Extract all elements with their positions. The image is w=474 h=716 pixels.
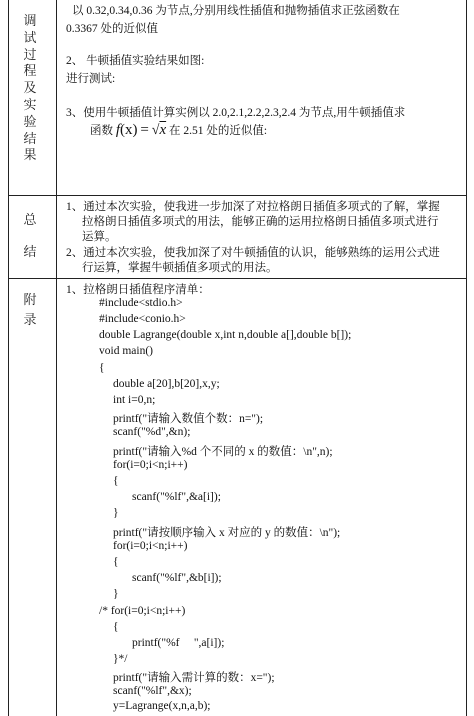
- code-line: printf("请输入需计算的数：x=");: [113, 672, 275, 684]
- section1-item3-line2: [90, 122, 267, 139]
- code-line: {: [113, 556, 119, 568]
- summary-p1-line2: 拉格朗日插值多项式的用法，能够正确的运用拉格朗日插值多项式进行: [82, 216, 439, 228]
- section1-item3-line1: 3、使用牛顿插值计算实例以 2.0,2.1,2.2,2.3,2.4 为节点,用牛顿插值求: [66, 107, 406, 119]
- table-column-divider: [56, 0, 57, 716]
- code-line: scanf("%d",&n);: [113, 426, 191, 438]
- code-line: }: [113, 588, 119, 600]
- code-line: scanf("%lf",&x);: [113, 685, 192, 697]
- label-char: 验: [23, 114, 37, 130]
- summary-p1-line1: 1、通过本次实验，使我进一步加深了对拉格朗日插值多项式的了解，掌握: [66, 201, 440, 213]
- label-char: 实: [23, 97, 37, 113]
- code-line: }: [113, 507, 119, 519]
- section-label-debug-results: [10, 14, 50, 165]
- section1-item2-line1: 2、 牛顿插值实验结果如图:: [66, 55, 205, 67]
- code-line: double a[20],b[20],x,y;: [113, 378, 220, 390]
- code-line: {: [113, 475, 119, 487]
- item3-suffix: 在 2.51 处的近似值:: [169, 125, 268, 137]
- code-line: #include<conio.h>: [99, 313, 186, 325]
- code-line: printf("请按顺序输入 x 对应的 y 的数值：\n");: [113, 527, 341, 539]
- code-line: {: [113, 621, 119, 633]
- label-char: 试: [23, 30, 37, 46]
- section1-item2-line2: 进行测试:: [66, 73, 116, 85]
- section-label-appendix-top: 附: [23, 293, 37, 308]
- formula-paren-x: (x): [120, 122, 138, 138]
- formula-f: f: [115, 122, 121, 138]
- label-char: 调: [23, 14, 37, 29]
- summary-p2-line1: 2、通过本次实验，使我加深了对牛顿插值的认识，能够熟练的运用公式进: [66, 247, 440, 259]
- code-line: }*/: [113, 653, 128, 665]
- section-label-appendix-bottom: 录: [23, 313, 37, 328]
- label-char: 程: [23, 64, 37, 80]
- code-line: y=Lagrange(x,n,a,b);: [113, 700, 211, 712]
- table-left-border: [8, 0, 9, 716]
- label-char: 果: [23, 148, 37, 164]
- section-label-summary-bottom: 结: [23, 245, 37, 260]
- label-char: 结: [23, 131, 37, 147]
- code-line: scanf("%lf",&a[i]);: [132, 491, 221, 503]
- section1-line1: 以 0.32,0.34,0.36 为节点,分别用线性插值和抛物插值求正弦函数在: [72, 5, 400, 17]
- formula-sqrt-arg: x: [159, 122, 167, 138]
- summary-p1-line3: 运算。: [82, 231, 117, 243]
- item3-prefix: 函数: [90, 125, 113, 137]
- appendix-heading: 1、拉格朗日插值程序清单：: [66, 284, 210, 296]
- summary-p2-line2: 行运算，掌握牛顿插值多项式的用法。: [82, 262, 278, 274]
- code-line: void main(): [99, 345, 153, 357]
- section-label-summary-top: 总: [23, 213, 37, 228]
- formula-equals: =: [140, 122, 149, 138]
- code-line: /* for(i=0;i<n;i++): [99, 605, 186, 617]
- label-char: 过: [23, 47, 37, 63]
- row-divider-1: [8, 195, 466, 196]
- sqrt-icon: √: [151, 123, 160, 138]
- code-line: scanf("%lf",&b[i]);: [132, 572, 222, 584]
- code-line: {: [99, 362, 105, 374]
- table-right-border: [466, 0, 467, 716]
- code-line: printf("请输入%d 个不同的 x 的数值：\n",n);: [113, 446, 333, 458]
- code-line: #include<stdio.h>: [99, 297, 183, 309]
- section1-line2: 0.3367 处的近似值: [66, 23, 158, 35]
- code-line: printf("请输入数值个数：n=");: [113, 413, 264, 425]
- code-line: for(i=0;i<n;i++): [113, 540, 188, 552]
- code-line: printf("%f ",a[i]);: [132, 637, 225, 649]
- code-line: for(i=0;i<n;i++): [113, 459, 188, 471]
- row-divider-2: [8, 278, 466, 279]
- code-line: int i=0,n;: [113, 394, 156, 406]
- label-char: 及: [23, 81, 37, 97]
- code-line: double Lagrange(double x,int n,double a[],double b[]);: [99, 329, 352, 341]
